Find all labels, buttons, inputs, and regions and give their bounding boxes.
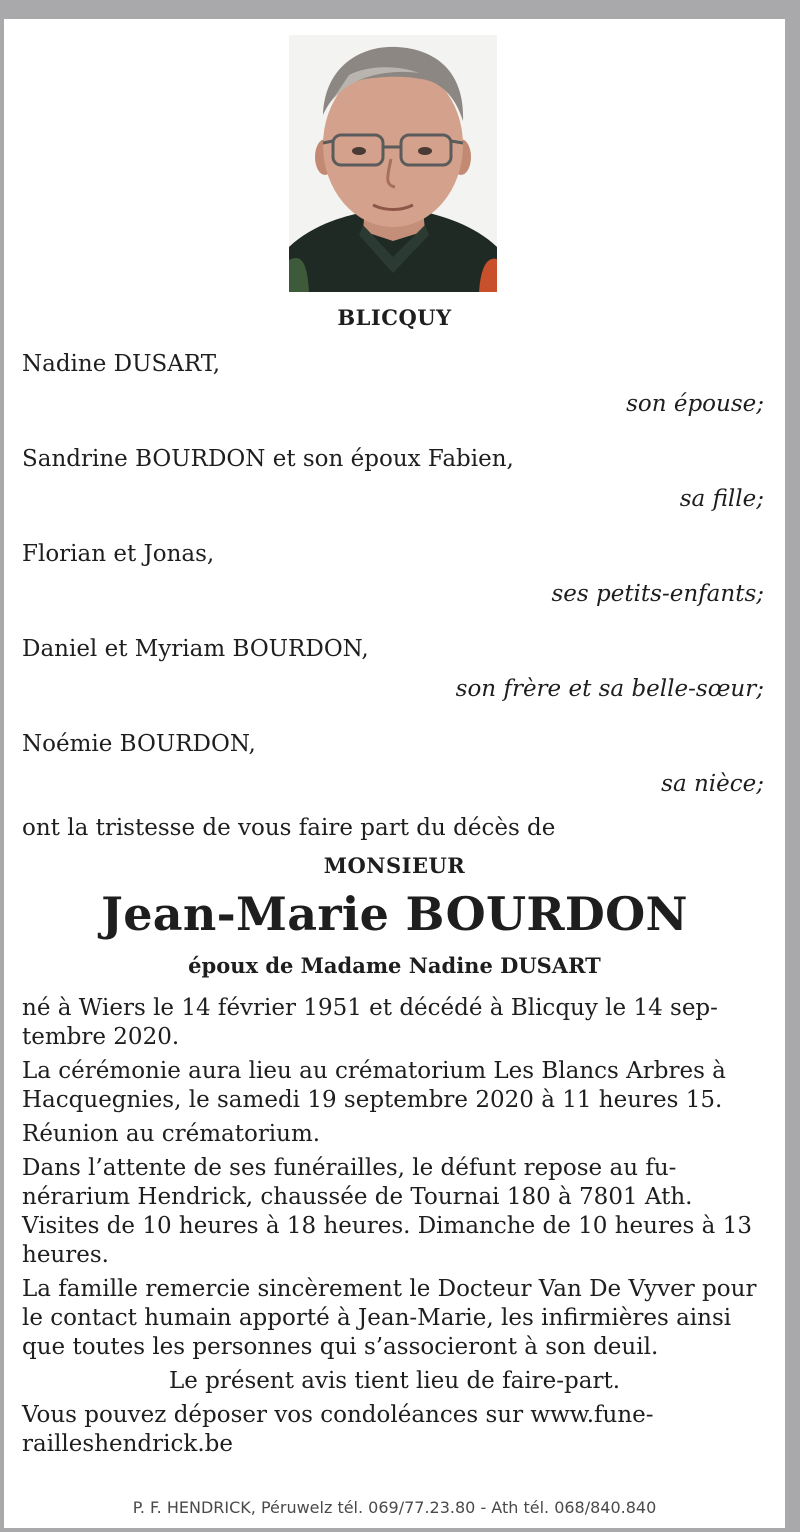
- family-member-relation: sa nièce;: [661, 771, 764, 797]
- family-member-name: Daniel et Myriam BOURDON,: [22, 636, 369, 662]
- spouse-line: époux de Madame Nadine DUSART: [188, 953, 601, 978]
- portrait-image: [289, 35, 497, 292]
- family-member-name: Sandrine BOURDON et son époux Fabien,: [22, 446, 514, 472]
- deceased-name: Jean-Marie BOURDON: [101, 887, 688, 941]
- family-member-relation: ses petits-enfants;: [551, 581, 764, 607]
- portrait-photo: [289, 35, 497, 292]
- repose-paragraph: Dans l’attente de ses funérailles, le défunt repose au fu- nérarium Hendrick, chaussée de Tournai 180 à 7801 Ath. Visites de 10 heures à 18 heures. Dimanche de 10 heures à 13 heures.: [22, 1155, 752, 1268]
- honorific-title: MONSIEUR: [323, 853, 466, 878]
- condolences-paragraph: Vous pouvez déposer vos condoléances sur www.fune- railleshendrick.be: [22, 1402, 654, 1457]
- notice-paragraph: Le présent avis tient lieu de faire-part.: [168, 1368, 621, 1394]
- obituary-card: [4, 19, 785, 1528]
- family-list: [22, 344, 764, 819]
- family-member-relation: son frère et sa belle-sœur;: [455, 676, 764, 702]
- family-member-relation: son épouse;: [626, 391, 764, 417]
- family-member-name: Florian et Jonas,: [22, 541, 215, 567]
- ceremony-paragraph: La cérémonie aura lieu au crématorium Les Blancs Arbres à Hacquegnies, le samedi 19 septembre 2020 à 11 heures 15.: [22, 1058, 726, 1113]
- family-member-name: Nadine DUSART,: [22, 351, 221, 377]
- location-heading: BLICQUY: [337, 305, 452, 330]
- birth-death-paragraph: né à Wiers le 14 février 1951 et décédé à Blicquy le 14 sep- tembre 2020.: [22, 995, 718, 1050]
- thanks-paragraph: La famille remercie sincèrement le Docteur Van De Vyver pour le contact humain apporté à Jean-Marie, les infirmières ainsi que toutes les personnes qui s’associeront à son deuil.: [22, 1276, 757, 1360]
- funeral-home-footer: P. F. HENDRICK, Péruwelz tél. 069/77.23.80 - Ath tél. 068/840.840: [132, 1498, 657, 1517]
- obituary-details: [22, 994, 767, 1464]
- family-member-name: Noémie BOURDON,: [22, 731, 256, 757]
- family-member-relation: sa fille;: [679, 486, 764, 512]
- announcement-intro: ont la tristesse de vous faire part du décès de: [22, 815, 556, 841]
- meeting-paragraph: Réunion au crématorium.: [22, 1121, 321, 1147]
